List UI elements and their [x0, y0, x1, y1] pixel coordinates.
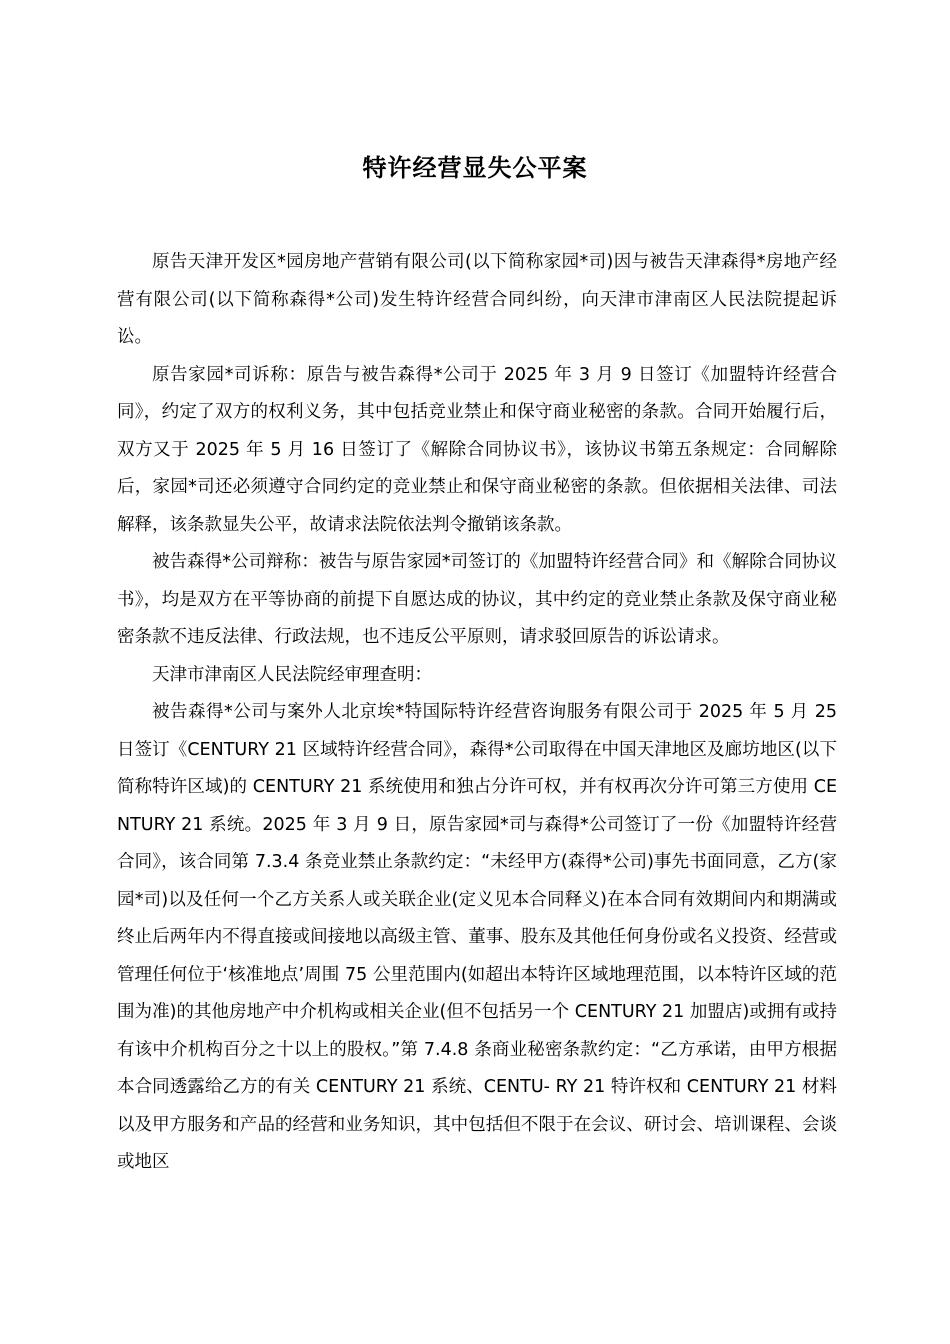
paragraph-defendant-defense: 被告森得*公司辩称：被告与原告家园*司签订的《加盟特许经营合同》和《解除合同协议书》，均是双方在平等协商的前提下自愿达成的协议，其中约定的竞业禁止条款及保守商业秘密条款不违反法律、行政法规，也不违反公平原则，请求驳回原告的诉讼请求。	[117, 552, 837, 647]
document-body	[117, 244, 837, 1182]
paragraph-facts: 被告森得*公司与案外人北京埃*特国际特许经营咨询服务有限公司于 2025 年 5 月 25 日签订《CENTURY 21 区域特许经营合同》，森得*公司取得在中国天津地区及廊坊地区(以下简称特许区域)的 CENTURY 21 系统使用和独占分许可权，并有权再次分许可第三方使用 CENTURY 21 系统。2025 年 3 月 9 日，原告家园*司与森得*公司签订了一份《加盟特许经营合同》，该合同第 7.3.4 条竞业禁止条款约定：“未经甲方(森得*公司)事先书面同意，乙方(家园*司)以及任何一个乙方关系人或关联企业(定义见本合同释义)在本合同有效期间内和期满或终止后两年内不得直接或间接地以高级主管、董事、股东及其他任何身份或名义投资、经营或管理任何位于‘核准地点’周围 75 公里范围内(如超出本特许区域地理范围，以本特许区域的范围为准)的其他房地产中介机构或相关企业(但不包括另一个 CENTURY 21 加盟店)或拥有或持有该中介机构百分之十以上的股权。”第 7.4.8 条商业秘密条款约定：“乙方承诺，由甲方根据本合同透露给乙方的有关 CENTURY 21 系统、CENTU- RY 21 特许权和 CENTURY 21 材料以及甲方服务和产品的经营和业务知识，其中包括但不限于在会议、研讨会、培训课程、会谈或地区	[117, 702, 837, 1172]
paragraph-court-finding-heading: 天津市津南区人民法院经审理查明：	[152, 664, 432, 685]
document-title: 特许经营显失公平案	[362, 154, 588, 183]
paragraph-plaintiff-claim: 原告家园*司诉称：原告与被告森得*公司于 2025 年 3 月 9 日签订《加盟特许经营合同》，约定了双方的权利义务，其中包括竞业禁止和保守商业秘密的条款。合同开始履行后，双方又于 2025 年 5 月 16 日签订了《解除合同协议书》，该协议书第五条规定：合同解除后，家园*司还必须遵守合同约定的竞业禁止和保守商业秘密的条款。但依据相关法律、司法解释，该条款显失公平，故请求法院依法判令撤销该条款。	[117, 364, 837, 535]
paragraph-plaintiff-intro: 原告天津开发区*园房地产营销有限公司(以下简称家园*司)因与被告天津森得*房地产经营有限公司(以下简称森得*公司)发生特许经营合同纠纷，向天津市津南区人民法院提起诉讼。	[117, 252, 837, 347]
